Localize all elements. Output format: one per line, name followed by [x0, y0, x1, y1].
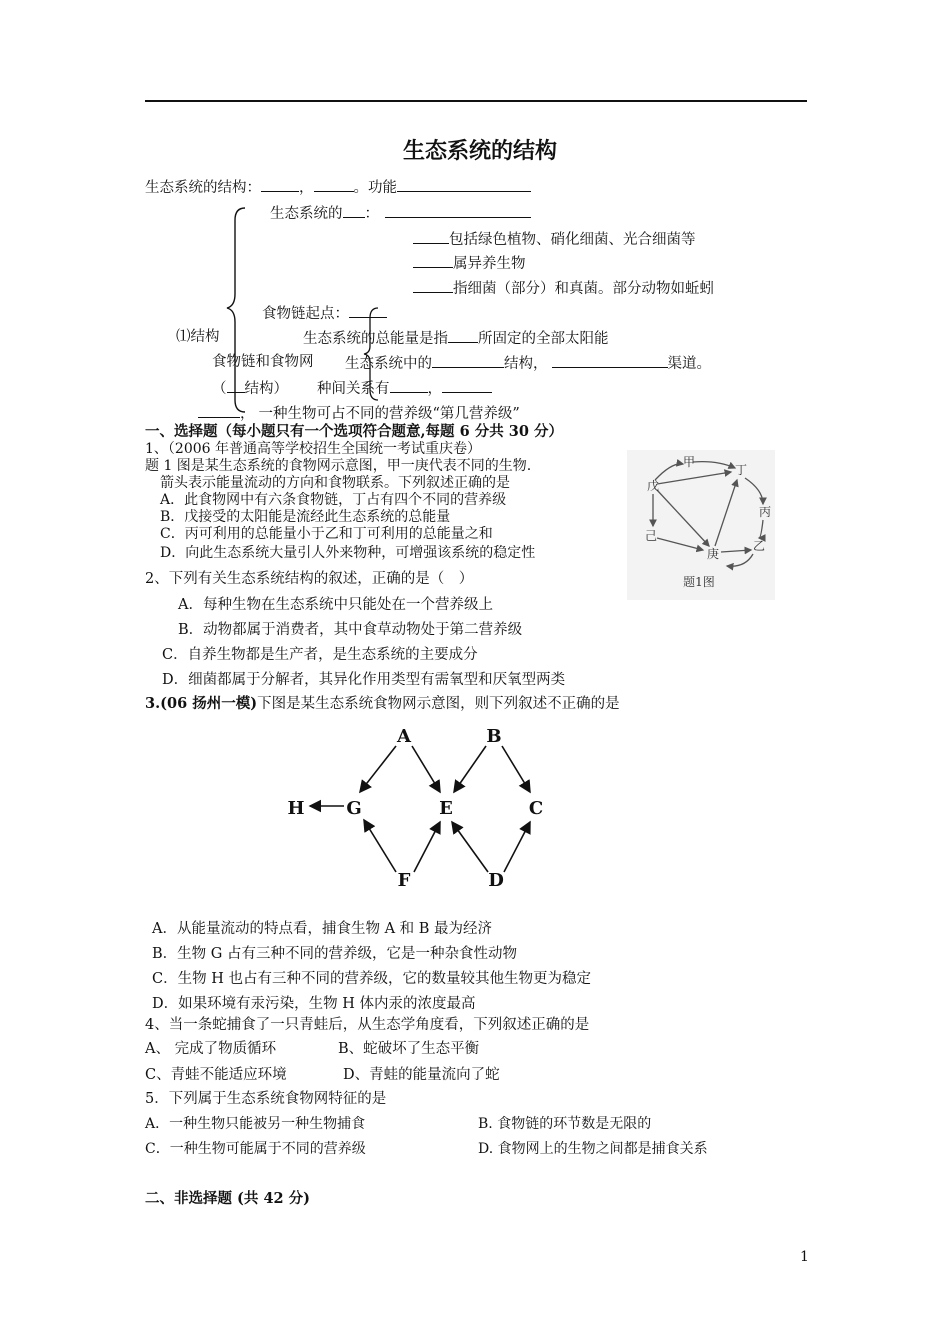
q5-stem: 5．下列属于生态系统食物网特征的是	[145, 1091, 387, 1107]
q5-option-a[interactable]: A．一种生物只能被另一种生物捕食	[145, 1116, 366, 1132]
q4-option-c[interactable]: C、青蛙不能适应环境	[145, 1067, 287, 1083]
node-H: H	[287, 798, 305, 819]
q3-stem: 3.(06 扬州一模)下图是某生态系统食物网示意图，则下列叙述不正确的是	[145, 695, 620, 712]
q3-food-web-figure	[280, 722, 560, 892]
node-F: F	[397, 870, 411, 891]
outline-line-8: 生态系统中的 结构， 渠道。	[345, 353, 711, 373]
outline-line-10: ， 一种生物可占不同的营养级“第几营养级”	[198, 403, 520, 423]
q2-option-c[interactable]: C．自养生物都是生产者，是生态系统的主要成分	[162, 647, 478, 663]
q4-stem: 4、当一条蛇捕食了一只青蛙后，从生态学角度看，下列叙述正确的是	[145, 1017, 590, 1033]
outline-line-9-left: （ 结构）	[212, 378, 288, 398]
section-heading-nonchoice: 二、非选择题 (共 42 分)	[145, 1190, 311, 1207]
blank[interactable]	[413, 278, 453, 293]
q1-stem-1: 题 1 图是某生态系统的食物网示意图，甲一庚代表不同的生物.	[145, 458, 532, 474]
blank[interactable]	[261, 177, 299, 192]
blank[interactable]	[385, 203, 531, 218]
node-C: C	[528, 798, 544, 819]
blank[interactable]	[397, 177, 531, 192]
outline-line-7-left: ⑴结构	[176, 329, 220, 345]
q2-option-a[interactable]: A．每种生物在生态系统中只能处在一个营养级上	[178, 597, 493, 613]
q2-option-b[interactable]: B．动物都属于消费者，其中食草动物处于第二营养级	[178, 622, 523, 638]
q3-option-b[interactable]: B．生物 G 占有三种不同的营养级，它是一种杂食性动物	[152, 946, 517, 962]
node-A: A	[397, 726, 411, 747]
outline-line-9: 种间关系有 ，	[317, 378, 492, 398]
q2-stem: 2、下列有关生态系统结构的叙述，正确的是（ ）	[145, 571, 474, 587]
q5-option-c[interactable]: C．一种生物可能属于不同的营养级	[145, 1141, 366, 1157]
q1-option-b[interactable]: B．戊接受的太阳能是流经此生态系统的总能量	[160, 509, 451, 525]
q1-food-web-figure	[627, 450, 775, 600]
node-ji: 己	[644, 529, 658, 543]
q5-option-d[interactable]: D. 食物网上的生物之间都是捕食关系	[478, 1141, 708, 1157]
q1-option-d[interactable]: D．向此生态系统大量引人外来物种，可增强该系统的稳定性	[160, 545, 536, 561]
blank[interactable]	[442, 378, 492, 393]
q4-option-a[interactable]: A、 完成了物质循环	[145, 1041, 277, 1057]
node-yi: 乙	[752, 539, 766, 553]
node-E: E	[439, 798, 453, 819]
blank[interactable]	[343, 203, 365, 218]
node-bing: 丙	[758, 505, 772, 519]
q3-option-d[interactable]: D．如果环境有汞污染，生物 H 体内汞的浓度最高	[152, 996, 476, 1012]
blank[interactable]	[432, 353, 504, 368]
header-rule	[145, 100, 807, 102]
q3-option-a[interactable]: A．从能量流动的特点看，捕食生物 A 和 B 最为经济	[152, 921, 493, 937]
node-wu: 戊	[646, 479, 660, 493]
q4-option-b[interactable]: B、蛇破坏了生态平衡	[338, 1041, 480, 1057]
page-title: 生态系统的结构	[403, 138, 558, 164]
figure-caption: 题1图	[683, 575, 715, 589]
blank[interactable]	[227, 378, 245, 393]
node-B: B	[486, 726, 502, 747]
node-D: D	[488, 870, 504, 891]
q1-option-c[interactable]: C．丙可利用的总能量小于乙和丁可利用的总能量之和	[160, 526, 493, 542]
node-ding: 丁	[734, 463, 748, 477]
outline-line-6: 食物链起点：	[262, 303, 387, 323]
blank[interactable]	[448, 328, 478, 343]
q3-option-c[interactable]: C．生物 H 也占有三种不同的营养级，它的数量较其他生物更为稳定	[152, 971, 591, 987]
node-jia: 甲	[682, 455, 696, 469]
outline-line-5: 指细菌（部分）和真菌。部分动物如蚯蚓	[413, 278, 714, 298]
q1-source: 1、（2006 年普通高等学校招生全国统一考试重庆卷）	[145, 441, 481, 457]
q1-option-a[interactable]: A．此食物网中有六条食物链，丁占有四个不同的营养级	[160, 492, 507, 508]
outline-line-8-left: 食物链和食物网	[212, 354, 314, 370]
q1-stem-2: 箭头表示能量流动的方向和食物联系。下列叙述正确的是	[160, 475, 510, 491]
q5-option-b[interactable]: B. 食物链的环节数是无限的	[478, 1116, 652, 1132]
blank[interactable]	[552, 353, 668, 368]
page-number: 1	[800, 1249, 809, 1265]
blank[interactable]	[314, 177, 354, 192]
node-G: G	[346, 798, 362, 819]
q2-option-d[interactable]: D．细菌都属于分解者，其异化作用类型有需氧型和厌氧型两类	[162, 672, 566, 688]
blank[interactable]	[198, 403, 240, 418]
node-geng: 庚	[706, 547, 720, 561]
outline-line-7: 生态系统的总能量是指 所固定的全部太阳能	[303, 328, 609, 348]
blank[interactable]	[413, 253, 453, 268]
outline-line-1: 生态系统的结构： ， 。功能	[145, 177, 531, 197]
q4-option-d[interactable]: D、青蛙的能量流向了蛇	[343, 1067, 500, 1083]
blank[interactable]	[390, 378, 428, 393]
outline-line-3: 包括绿色植物、硝化细菌、光合细菌等	[413, 229, 696, 249]
outline-line-4: 属异养生物	[413, 253, 526, 273]
outline-line-2: 生态系统的 ：	[270, 203, 531, 223]
section-heading-choice: 一、选择题（每小题只有一个选项符合题意,每题 6 分共 30 分）	[145, 423, 564, 440]
blank[interactable]	[413, 229, 449, 244]
